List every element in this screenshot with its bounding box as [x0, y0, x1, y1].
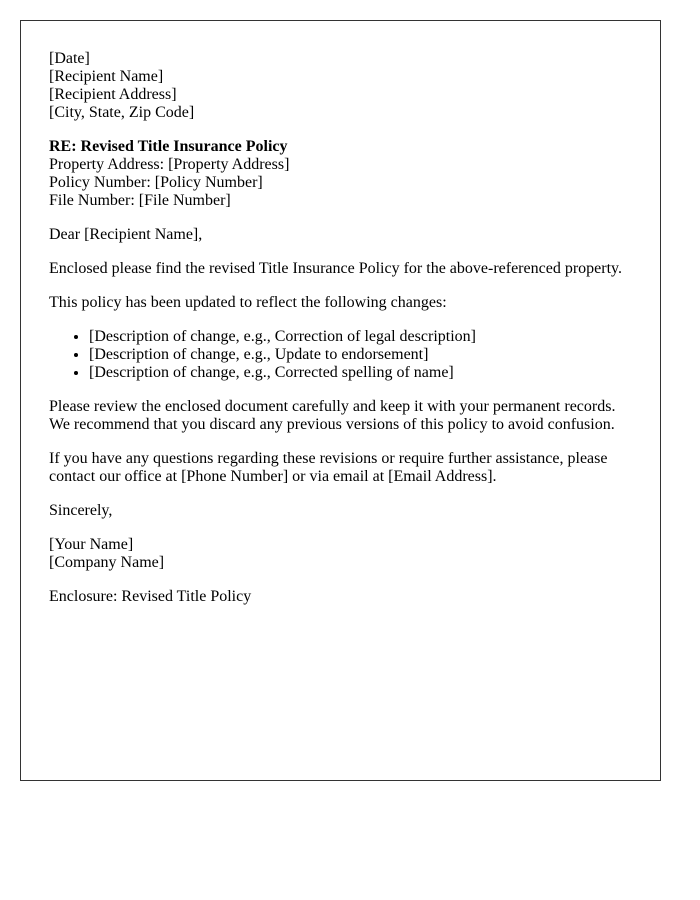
list-item: • [Description of change, e.g., Update to endorsement]	[89, 346, 632, 364]
letter-page	[20, 20, 661, 781]
list-item: • [Description of change, e.g., Correction of legal description]	[89, 328, 632, 346]
changes-list	[49, 328, 632, 382]
body-paragraph-3: Please review the enclosed document carefully and keep it with your permanent records. We recommend that you discard any previous versions of this policy to avoid confusion.	[49, 398, 616, 433]
recipient-block	[49, 50, 632, 122]
body-paragraph-4: If you have any questions regarding these revisions or require further assistance, please contact our office at [Phone Number] or via email at [Email Address].	[49, 450, 608, 485]
sender-name: [Your Name]	[49, 536, 134, 553]
subject-block	[49, 138, 632, 210]
list-item: • [Description of change, e.g., Corrected spelling of name]	[89, 364, 632, 382]
date: [Date]	[49, 50, 90, 67]
subject-line: RE: Revised Title Insurance Policy	[49, 138, 288, 155]
company-name: [Company Name]	[49, 554, 165, 571]
file-number: File Number: [File Number]	[49, 192, 231, 209]
signature-block	[49, 536, 632, 572]
enclosure-note: Enclosure: Revised Title Policy	[49, 588, 252, 605]
property-address: Property Address: [Property Address]	[49, 156, 290, 173]
body-paragraph-2: This policy has been updated to reflect the following changes:	[49, 294, 447, 311]
recipient-name: [Recipient Name]	[49, 68, 164, 85]
closing: Sincerely,	[49, 502, 113, 519]
recipient-address: [Recipient Address]	[49, 86, 177, 103]
salutation: Dear [Recipient Name],	[49, 226, 203, 243]
recipient-city: [City, State, Zip Code]	[49, 104, 195, 121]
policy-number: Policy Number: [Policy Number]	[49, 174, 263, 191]
body-paragraph-1: Enclosed please find the revised Title Insurance Policy for the above-referenced property.	[49, 260, 622, 277]
